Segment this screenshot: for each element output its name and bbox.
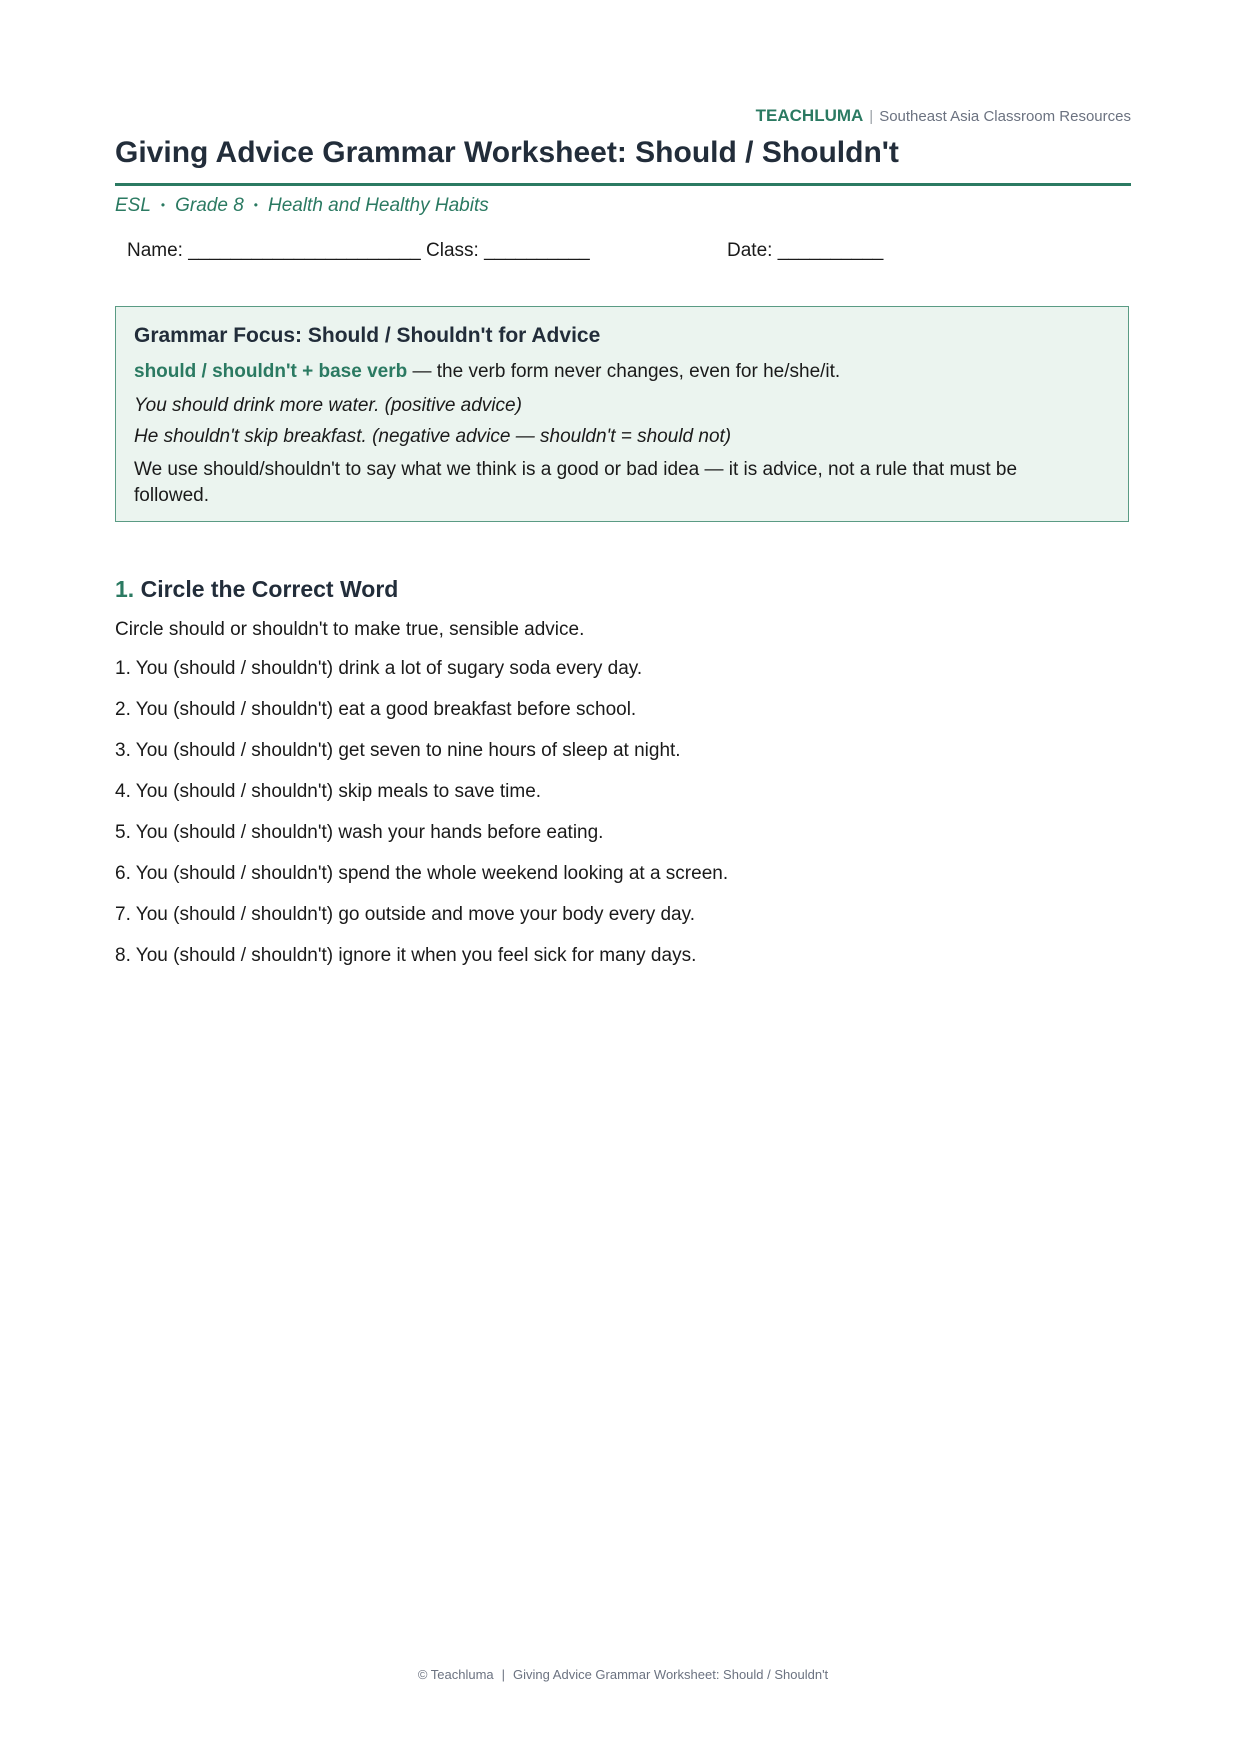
example-positive: You should drink more water. (positive advice) (134, 395, 522, 416)
worksheet-page (115, 0, 1131, 1754)
footer-separator: | (501, 1667, 506, 1682)
page-title: Giving Advice Grammar Worksheet: Should / Shouldn't (115, 136, 899, 169)
worksheet-meta (115, 195, 489, 217)
exercise-item[interactable]: 3. You (should / shouldn't) get seven to nine hours of sleep at night. (115, 740, 681, 761)
exercise-list (115, 656, 728, 984)
class-field[interactable]: Class: __________ (426, 240, 590, 261)
date-field[interactable]: Date: __________ (727, 240, 884, 261)
exercise-item[interactable]: 2. You (should / shouldn't) eat a good breakfast before school. (115, 699, 637, 720)
grammar-formula: should / shouldn't + base verb (134, 361, 408, 382)
title-divider (115, 183, 1131, 186)
meta-grade: Grade 8 (175, 195, 244, 216)
brand-tagline: Southeast Asia Classroom Resources (879, 108, 1131, 125)
student-info-row (127, 240, 1127, 266)
exercise-item[interactable]: 5. You (should / shouldn't) wash your hands before eating. (115, 822, 604, 843)
meta-topic: Health and Healthy Habits (267, 195, 489, 216)
grammar-rule (134, 361, 840, 383)
exercise-item[interactable]: 1. You (should / shouldn't) drink a lot of sugary soda every day. (115, 658, 643, 679)
brand-name: TEACHLUMA (755, 106, 864, 125)
grammar-focus-box (115, 306, 1129, 522)
grammar-note: We use should/shouldn't to say what we think is a good or bad idea — it is advice, not a rule that must be followed. (134, 459, 1018, 506)
footer-copyright: © Teachluma (417, 1667, 494, 1682)
section-heading (115, 576, 398, 603)
brand-header (756, 106, 1131, 126)
exercise-item[interactable]: 8. You (should / shouldn't) ignore it when you feel sick for many days. (115, 945, 697, 966)
name-field[interactable]: Name: ______________________ (127, 240, 421, 261)
meta-subject: ESL (115, 195, 151, 216)
exercise-item[interactable]: 4. You (should / shouldn't) skip meals to save time. (115, 781, 542, 802)
section-instructions: Circle should or shouldn't to make true, sensible advice. (115, 619, 585, 640)
exercise-item[interactable]: 6. You (should / shouldn't) spend the whole weekend looking at a screen. (115, 863, 729, 884)
page-footer (115, 1667, 1131, 1682)
exercise-item[interactable]: 7. You (should / shouldn't) go outside and move your body every day. (115, 904, 695, 925)
brand-separator: | (869, 108, 874, 125)
grammar-focus-title: Grammar Focus: Should / Shouldn't for Advice (134, 324, 601, 347)
section-title: Circle the Correct Word (140, 576, 399, 602)
meta-bullet: • (160, 198, 166, 212)
meta-bullet: • (253, 198, 258, 212)
grammar-formula-note: — the verb form never changes, even for he/she/it. (407, 361, 841, 382)
footer-doc-title: Giving Advice Grammar Worksheet: Should / Shouldn't (513, 1667, 829, 1682)
example-negative: He shouldn't skip breakfast. (negative advice — shouldn't = should not) (134, 426, 732, 447)
section-number: 1. (115, 576, 135, 602)
